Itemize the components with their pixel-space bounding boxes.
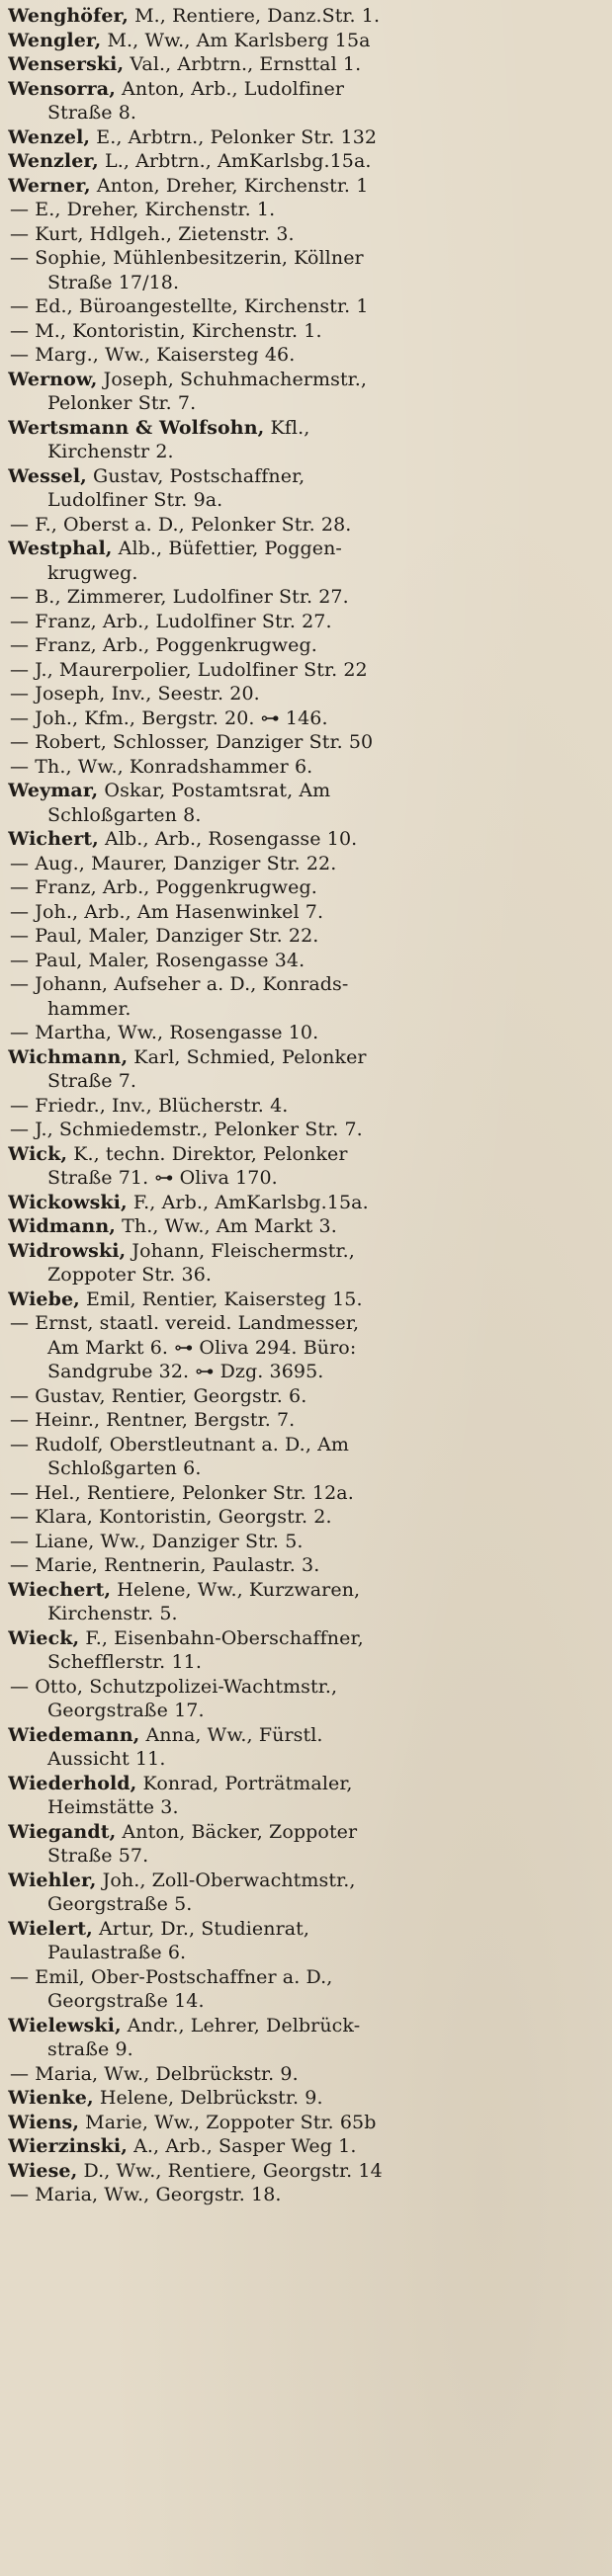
entry-text: Kirchenstr. 5. [47, 1603, 178, 1624]
directory-entry [8, 149, 606, 174]
entry-text: — M., Kontoristin, Kirchenstr. 1. [10, 319, 322, 342]
directory-entry-continuation [8, 1844, 606, 1869]
directory-sub-entry [8, 875, 606, 900]
entry-text: Aussicht 11. [47, 1748, 166, 1770]
entry-text: — Robert, Schlosser, Danziger Str. 50 [10, 731, 374, 753]
directory-sub-entry [8, 1675, 606, 1700]
entry-surname: Wielewski, [8, 2014, 122, 2036]
entry-text: — Maria, Ww., Delbrückstr. 9. [10, 2062, 299, 2085]
directory-sub-entry [8, 1384, 606, 1409]
entry-text: Val., Arbtrn., Ernsttal 1. [124, 53, 362, 75]
directory-sub-entry [8, 513, 606, 538]
directory-entry-continuation [8, 1650, 606, 1675]
entry-text: Karl, Schmied, Pelonker [128, 1045, 367, 1068]
directory-entry [8, 52, 606, 77]
entry-surname: Wensorra, [8, 77, 116, 100]
entry-text: — Marie, Rentnerin, Paulastr. 3. [10, 1554, 320, 1576]
directory-sub-entry [8, 1021, 606, 1045]
entry-text: D., Ww., Rentiere, Georgstr. 14 [77, 2159, 383, 2182]
directory-sub-entry [8, 2062, 606, 2087]
entry-surname: Werner, [8, 174, 91, 197]
entry-surname: Wenzler, [8, 150, 99, 172]
entry-text: — Ernst, staatl. vereid. Landmesser, [10, 1312, 360, 1334]
entry-surname: Wernow, [8, 368, 98, 390]
entry-text: — Kurt, Hdlgeh., Zietenstr. 3. [10, 222, 295, 245]
directory-entry [8, 1772, 606, 1796]
directory-entry-continuation [8, 1069, 606, 1094]
directory-sub-entry [8, 924, 606, 949]
entry-text: M., Rentiere, Danz.Str. 1. [128, 5, 381, 27]
directory-entry [8, 1288, 606, 1312]
directory-entry [8, 827, 606, 852]
entry-text: Heimstätte 3. [47, 1796, 179, 1818]
entry-text: — J., Maurerpolier, Ludolfiner Str. 22 [10, 658, 368, 681]
entry-text: — B., Zimmerer, Ludolfiner Str. 27. [10, 586, 349, 608]
directory-listing [8, 4, 606, 2207]
directory-entry [8, 2086, 606, 2111]
entry-text: — Paul, Maler, Rosengasse 34. [10, 949, 306, 971]
directory-sub-entry [8, 730, 606, 755]
entry-text: Straße 7. [47, 1070, 137, 1092]
entry-text: K., techn. Direktor, Pelonker [67, 1142, 348, 1165]
entry-text: Ludolfiner Str. 9a. [47, 489, 223, 511]
entry-text: — Sophie, Mühlenbesitzerin, Köllner [10, 247, 364, 269]
entry-text: krugweg. [47, 561, 138, 584]
directory-entry [8, 1578, 606, 1603]
entry-surname: Wiechert, [8, 1578, 112, 1601]
entry-text: Marie, Ww., Zoppoter Str. 65b [79, 2111, 377, 2133]
entry-text: F., Arb., AmKarlsbg.15a. [127, 1191, 369, 1213]
directory-entry [8, 4, 606, 29]
directory-entry [8, 2159, 606, 2184]
entry-text: — Otto, Schutzpolizei-Wachtmstr., [10, 1675, 338, 1698]
entry-text: A., Arb., Sasper Weg 1. [127, 2135, 357, 2157]
directory-entry-continuation [8, 561, 606, 586]
directory-entry [8, 1820, 606, 1845]
entry-text: Gustav, Postschaffner, [86, 464, 306, 487]
directory-entry-continuation [8, 1336, 606, 1361]
entry-text: — Franz, Arb., Poggenkrugweg. [10, 876, 317, 898]
entry-surname: Wiebe, [8, 1288, 80, 1310]
directory-entry-continuation [8, 1892, 606, 1917]
directory-sub-entry [8, 852, 606, 876]
entry-surname: Wenserski, [8, 53, 125, 75]
directory-entry-continuation [8, 440, 606, 464]
directory-entry-continuation [8, 1456, 606, 1481]
directory-sub-entry [8, 1965, 606, 1990]
entry-surname: Wiederhold, [8, 1772, 137, 1794]
directory-sub-entry [8, 1433, 606, 1457]
entry-text: Georgstraße 17. [47, 1700, 205, 1721]
directory-entry-continuation [8, 2037, 606, 2062]
entry-surname: Wick, [8, 1142, 68, 1165]
directory-entry-continuation [8, 1989, 606, 2014]
entry-text: Kirchenstr 2. [47, 441, 174, 462]
entry-surname: Wengler, [8, 29, 102, 51]
entry-text: Emil, Rentier, Kaisersteg 15. [79, 1288, 363, 1310]
directory-sub-entry [8, 633, 606, 658]
directory-sub-entry [8, 319, 606, 344]
entry-text: — Maria, Ww., Georgstr. 18. [10, 2184, 282, 2205]
directory-sub-entry [8, 1094, 606, 1119]
entry-text: Artur, Dr., Studienrat, [92, 1917, 310, 1940]
directory-entry [8, 1869, 606, 1893]
entry-text: — Ed., Büroangestellte, Kirchenstr. 1 [10, 295, 369, 317]
entry-surname: Widmann, [8, 1215, 116, 1237]
entry-surname: Wickowski, [8, 1191, 128, 1213]
directory-sub-entry [8, 706, 606, 731]
entry-text: Straße 71. ⊶ Oliva 170. [47, 1167, 278, 1189]
directory-sub-entry [8, 246, 606, 271]
directory-sub-entry [8, 1481, 606, 1506]
entry-text: Schloßgarten 8. [47, 803, 202, 826]
entry-surname: Wiedemann, [8, 1723, 140, 1746]
entry-surname: Westphal, [8, 538, 113, 559]
entry-text: Oskar, Postamtsrat, Am [98, 780, 331, 801]
entry-surname: Wiese, [8, 2159, 78, 2182]
directory-entry-continuation [8, 1747, 606, 1772]
entry-surname: Wenghöfer, [8, 5, 129, 27]
entry-text: Alb., Büfettier, Poggen- [112, 538, 342, 559]
entry-text: — Marg., Ww., Kaisersteg 46. [10, 344, 296, 366]
directory-entry [8, 2014, 606, 2038]
entry-text: Straße 57. [47, 1845, 149, 1867]
entry-text: — Friedr., Inv., Blücherstr. 4. [10, 1094, 289, 1117]
directory-sub-entry [8, 900, 606, 925]
entry-text: — F., Oberst a. D., Pelonker Str. 28. [10, 513, 352, 536]
entry-surname: Wertsmann & Wolfsohn, [8, 416, 265, 439]
entry-text: Kfl., [264, 416, 310, 439]
entry-text: Sandgrube 32. ⊶ Dzg. 3695. [47, 1361, 324, 1382]
directory-entry [8, 368, 606, 392]
entry-text: Konrad, Porträtmaler, [136, 1772, 353, 1794]
entry-text: — Joseph, Inv., Seestr. 20. [10, 683, 260, 705]
entry-text: — Aug., Maurer, Danziger Str. 22. [10, 852, 337, 874]
entry-surname: Wiens, [8, 2111, 80, 2133]
entry-text: F., Eisenbahn-Oberschaffner, [79, 1626, 364, 1649]
directory-entry-continuation [8, 1360, 606, 1384]
entry-text: — J., Schmiedemstr., Pelonker Str. 7. [10, 1119, 363, 1140]
directory-sub-entry [8, 1311, 606, 1336]
directory-entry-continuation [8, 1795, 606, 1820]
directory-entry [8, 29, 606, 53]
entry-text: L., Arbtrn., AmKarlsbg.15a. [98, 150, 372, 172]
entry-text: Georgstraße 14. [47, 1990, 205, 2012]
directory-sub-entry [8, 682, 606, 706]
entry-text: Andr., Lehrer, Delbrück- [121, 2014, 361, 2036]
directory-entry [8, 1045, 606, 1070]
entry-text: Am Markt 6. ⊶ Oliva 294. Büro: [47, 1336, 357, 1359]
directory-sub-entry [8, 610, 606, 634]
directory-sub-entry [8, 1118, 606, 1142]
entry-surname: Wiehler, [8, 1869, 97, 1891]
entry-surname: Wenzel, [8, 125, 91, 148]
entry-text: — Liane, Ww., Danziger Str. 5. [10, 1530, 304, 1552]
directory-entry-continuation [8, 271, 606, 295]
entry-text: Johann, Fleischermstr., [126, 1239, 355, 1262]
directory-entry-continuation [8, 1699, 606, 1723]
entry-surname: Weymar, [8, 780, 99, 801]
entry-surname: Wieck, [8, 1626, 80, 1649]
directory-entry [8, 2134, 606, 2159]
entry-text: — E., Dreher, Kirchenstr. 1. [10, 199, 276, 220]
entry-text: Helene, Ww., Kurzwaren, [111, 1578, 361, 1601]
entry-text: E., Arbtrn., Pelonker Str. 132 [90, 125, 378, 148]
entry-surname: Widrowski, [8, 1239, 127, 1262]
entry-text: Pelonker Str. 7. [47, 392, 197, 414]
entry-surname: Wichmann, [8, 1045, 129, 1068]
entry-text: Schefflerstr. 11. [47, 1651, 202, 1673]
entry-text: Joseph, Schuhmachermstr., [97, 368, 368, 390]
directory-entry [8, 416, 606, 441]
directory-entry [8, 1214, 606, 1239]
directory-entry [8, 1723, 606, 1748]
entry-text: Anna, Ww., Fürstl. [139, 1723, 323, 1746]
directory-entry-continuation [8, 1941, 606, 1965]
directory-entry [8, 1239, 606, 1264]
entry-surname: Wessel, [8, 464, 87, 487]
entry-text: — Emil, Ober-Postschaffner a. D., [10, 1965, 333, 1988]
entry-text: — Gustav, Rentier, Georgstr. 6. [10, 1384, 307, 1407]
directory-entry-continuation [8, 803, 606, 828]
directory-sub-entry [8, 1505, 606, 1530]
entry-text: — Rudolf, Oberstleutnant a. D., Am [10, 1433, 350, 1455]
directory-sub-entry [8, 1408, 606, 1433]
entry-text: straße 9. [47, 2038, 133, 2060]
entry-text: Paulastraße 6. [47, 1942, 187, 1963]
entry-text: — Th., Ww., Konradshammer 6. [10, 755, 313, 778]
directory-entry [8, 1917, 606, 1942]
directory-entry [8, 174, 606, 199]
directory-entry [8, 1191, 606, 1215]
entry-text: — Paul, Maler, Danziger Str. 22. [10, 925, 319, 947]
directory-entry-continuation [8, 997, 606, 1022]
directory-entry-continuation [8, 1166, 606, 1191]
directory-sub-entry [8, 972, 606, 997]
entry-text: — Klara, Kontoristin, Georgstr. 2. [10, 1506, 332, 1528]
entry-text: Georgstraße 5. [47, 1893, 193, 1915]
entry-text: — Johann, Aufseher a. D., Konrads- [10, 973, 349, 995]
entry-text: — Joh., Kfm., Bergstr. 20. ⊶ 146. [10, 706, 328, 729]
directory-sub-entry [8, 755, 606, 780]
entry-text: Th., Ww., Am Markt 3. [115, 1215, 337, 1237]
entry-text: Alb., Arb., Rosengasse 10. [98, 828, 358, 850]
directory-sub-entry [8, 658, 606, 683]
entry-surname: Wienke, [8, 2087, 94, 2109]
directory-entry [8, 537, 606, 561]
directory-entry [8, 125, 606, 150]
entry-text: Straße 17/18. [47, 271, 180, 293]
directory-sub-entry [8, 222, 606, 247]
directory-sub-entry [8, 2183, 606, 2207]
directory-entry-continuation [8, 391, 606, 416]
entry-text: hammer. [47, 997, 131, 1020]
entry-text: — Franz, Arb., Ludolfiner Str. 27. [10, 610, 332, 632]
directory-sub-entry [8, 294, 606, 319]
directory-entry-continuation [8, 101, 606, 125]
entry-text: Anton, Dreher, Kirchenstr. 1 [90, 174, 369, 197]
directory-entry [8, 1626, 606, 1651]
entry-text: — Hel., Rentiere, Pelonker Str. 12a. [10, 1481, 354, 1504]
directory-entry [8, 779, 606, 803]
entry-text: Zoppoter Str. 36. [47, 1264, 213, 1286]
entry-surname: Wiegandt, [8, 1820, 117, 1843]
entry-surname: Wichert, [8, 828, 99, 850]
entry-text: — Franz, Arb., Poggenkrugweg. [10, 634, 317, 656]
directory-entry [8, 77, 606, 102]
entry-text: — Joh., Arb., Am Hasenwinkel 7. [10, 900, 324, 923]
entry-text: Anton, Arb., Ludolfiner [115, 77, 344, 100]
directory-sub-entry [8, 1553, 606, 1578]
entry-text: — Martha, Ww., Rosengasse 10. [10, 1022, 319, 1043]
directory-entry [8, 1142, 606, 1167]
entry-text: Anton, Bäcker, Zoppoter [116, 1820, 358, 1843]
entry-text: Helene, Delbrückstr. 9. [93, 2087, 323, 2109]
directory-entry [8, 464, 606, 489]
directory-entry-continuation [8, 488, 606, 513]
entry-text: Schloßgarten 6. [47, 1457, 202, 1479]
entry-text: Joh., Zoll-Oberwachtmstr., [96, 1869, 356, 1891]
directory-entry-continuation [8, 1602, 606, 1626]
entry-surname: Wielert, [8, 1917, 93, 1940]
entry-text: Straße 8. [47, 102, 137, 124]
directory-sub-entry [8, 343, 606, 368]
entry-text: — Heinr., Rentner, Bergstr. 7. [10, 1409, 296, 1431]
entry-text: M., Ww., Am Karlsberg 15a [101, 29, 371, 51]
directory-entry [8, 2111, 606, 2135]
entry-surname: Wierzinski, [8, 2135, 128, 2157]
directory-sub-entry [8, 198, 606, 222]
directory-entry-continuation [8, 1263, 606, 1288]
directory-sub-entry [8, 949, 606, 973]
directory-sub-entry [8, 1530, 606, 1554]
directory-sub-entry [8, 585, 606, 610]
